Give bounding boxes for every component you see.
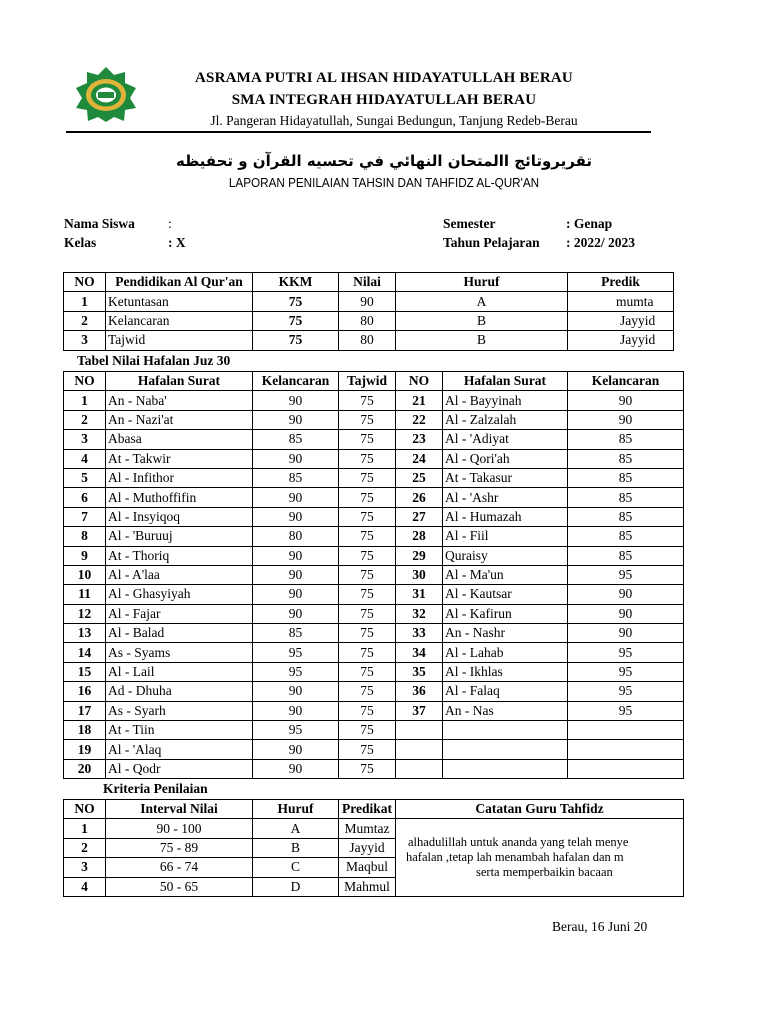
row-predikat: Maqbul (339, 858, 396, 877)
table-row (64, 527, 684, 546)
row-surat-2: Al - Ma'un (443, 565, 568, 584)
col-huruf: Huruf (396, 273, 568, 292)
row-surat: An - Naba' (106, 391, 253, 410)
row-predikat: Jayyid (568, 311, 674, 330)
row-kelancaran: 90 (253, 449, 339, 468)
row-no-2: 22 (396, 410, 443, 429)
col-interval: Interval Nilai (106, 800, 253, 819)
catatan-cell (396, 819, 684, 897)
col-no: NO (64, 372, 106, 391)
hafalan-header-row (64, 372, 684, 391)
table-row (64, 759, 684, 778)
row-huruf: B (396, 331, 568, 350)
row-kkm: 75 (253, 331, 339, 350)
row-kelancaran: 90 (253, 507, 339, 526)
row-surat-2: Al - Qori'ah (443, 449, 568, 468)
row-tajwid: 75 (339, 410, 396, 429)
row-no-2: 37 (396, 701, 443, 720)
row-no: 11 (64, 585, 106, 604)
row-no-2: 21 (396, 391, 443, 410)
row-surat-2: Al - Humazah (443, 507, 568, 526)
kriteria-header-row (64, 800, 684, 819)
table-row (64, 468, 684, 487)
table-row (64, 410, 684, 429)
row-no: 15 (64, 662, 106, 681)
row-surat-2: Al - Zalzalah (443, 410, 568, 429)
row-tajwid: 75 (339, 740, 396, 759)
row-surat: As - Syarh (106, 701, 253, 720)
row-interval: 75 - 89 (106, 838, 253, 857)
row-no: 17 (64, 701, 106, 720)
row-tajwid: 75 (339, 624, 396, 643)
row-surat-2: Al - Kautsar (443, 585, 568, 604)
row-huruf: A (396, 292, 568, 311)
row-kelancaran: 90 (253, 391, 339, 410)
row-no: 3 (64, 430, 106, 449)
row-no-2: 26 (396, 488, 443, 507)
row-surat-2: At - Takasur (443, 468, 568, 487)
table-row (64, 391, 684, 410)
row-surat-2: Al - Kafirun (443, 604, 568, 623)
row-surat-2: Quraisy (443, 546, 568, 565)
row-no: 9 (64, 546, 106, 565)
row-surat-2: An - Nashr (443, 624, 568, 643)
row-surat: An - Nazi'at (106, 410, 253, 429)
col-predikat: Predikat (339, 800, 396, 819)
row-surat-2: Al - 'Adiyat (443, 430, 568, 449)
row-no: 3 (64, 331, 106, 350)
row-no: 2 (64, 311, 106, 330)
table-row (64, 604, 684, 623)
row-kelancaran-2: 85 (568, 546, 684, 565)
row-no: 7 (64, 507, 106, 526)
row-kelancaran-2 (568, 759, 684, 778)
table-row (64, 624, 684, 643)
row-kelancaran-2: 85 (568, 449, 684, 468)
row-kelancaran: 90 (253, 488, 339, 507)
table-row (64, 546, 684, 565)
row-huruf: D (253, 877, 339, 896)
row-no-2: 36 (396, 682, 443, 701)
row-huruf: B (253, 838, 339, 857)
class-value: : X (168, 235, 186, 250)
row-no: 10 (64, 565, 106, 584)
row-kelancaran-2 (568, 721, 684, 740)
row-no-2: 27 (396, 507, 443, 526)
row-tajwid: 75 (339, 430, 396, 449)
row-no-2: 31 (396, 585, 443, 604)
row-surat-2: Al - 'Ashr (443, 488, 568, 507)
col-predikat: Predik (568, 273, 674, 292)
row-kelancaran-2: 85 (568, 430, 684, 449)
arabic-title: تقريروتائج االمتحان النهائي في تحسيه القرآن و تحفيظه (175, 152, 593, 170)
row-no-2: 35 (396, 662, 443, 681)
table-row (64, 819, 684, 838)
row-predikat: mumta (568, 292, 674, 311)
col-kelancaran-2: Kelancaran (568, 372, 684, 391)
semester-value: : Genap (566, 216, 613, 231)
pendidikan-table (63, 272, 674, 351)
row-no: 12 (64, 604, 106, 623)
row-no-2: 33 (396, 624, 443, 643)
row-kelancaran: 90 (253, 682, 339, 701)
row-name: Kelancaran (106, 311, 253, 330)
row-kelancaran: 90 (253, 585, 339, 604)
row-predikat: Jayyid (568, 331, 674, 350)
name-label: Nama Siswa (64, 216, 135, 231)
semester-label: Semester (443, 216, 496, 231)
row-no-2 (396, 740, 443, 759)
row-kelancaran-2: 95 (568, 662, 684, 681)
row-surat: Al - Balad (106, 624, 253, 643)
row-kelancaran-2: 90 (568, 624, 684, 643)
row-no-2: 23 (396, 430, 443, 449)
row-tajwid: 75 (339, 721, 396, 740)
row-surat: Abasa (106, 430, 253, 449)
row-surat-2: Al - Bayyinah (443, 391, 568, 410)
row-surat-2: Al - Falaq (443, 682, 568, 701)
row-surat-2: An - Nas (443, 701, 568, 720)
row-kkm: 75 (253, 311, 339, 330)
year-value: : 2022/ 2023 (566, 235, 635, 250)
row-tajwid: 75 (339, 527, 396, 546)
row-no: 16 (64, 682, 106, 701)
table-row (64, 662, 684, 681)
kriteria-table (63, 799, 684, 897)
place-date: Berau, 16 Juni 20 (552, 919, 648, 934)
row-interval: 90 - 100 (106, 819, 253, 838)
col-pendidikan: Pendidikan Al Qur'an (106, 273, 253, 292)
col-huruf: Huruf (253, 800, 339, 819)
table-row (64, 565, 684, 584)
row-surat-2 (443, 721, 568, 740)
row-kelancaran: 85 (253, 468, 339, 487)
row-no: 1 (64, 391, 106, 410)
row-kkm: 75 (253, 292, 339, 311)
row-kelancaran: 95 (253, 662, 339, 681)
class-label: Kelas (64, 235, 97, 250)
row-no-2 (396, 721, 443, 740)
row-kelancaran: 90 (253, 546, 339, 565)
row-huruf: C (253, 858, 339, 877)
table-row (64, 643, 684, 662)
row-kelancaran-2: 95 (568, 701, 684, 720)
row-kelancaran: 80 (253, 527, 339, 546)
table-row (64, 311, 674, 330)
row-no: 2 (64, 838, 106, 857)
row-kelancaran: 85 (253, 430, 339, 449)
row-predikat: Mahmul (339, 877, 396, 896)
table-row (64, 507, 684, 526)
row-kelancaran-2: 95 (568, 565, 684, 584)
row-surat: Al - Qodr (106, 759, 253, 778)
row-surat: Al - Infithor (106, 468, 253, 487)
catatan-line2: hafalan ,tetap lah menambah hafalan dan m (406, 850, 624, 865)
table-row (64, 721, 684, 740)
row-kelancaran-2: 90 (568, 391, 684, 410)
school-name-line2: SMA INTEGRAH HIDAYATULLAH BERAU (231, 92, 537, 108)
row-kelancaran: 90 (253, 565, 339, 584)
row-tajwid: 75 (339, 759, 396, 778)
row-surat: At - Tiin (106, 721, 253, 740)
school-address: Jl. Pangeran Hidayatullah, Sungai Bedungun, Tanjung Redeb-Berau (210, 113, 578, 128)
col-kkm: KKM (253, 273, 339, 292)
row-tajwid: 75 (339, 507, 396, 526)
col-hafalan-surat-2: Hafalan Surat (443, 372, 568, 391)
row-no-2 (396, 759, 443, 778)
row-tajwid: 75 (339, 701, 396, 720)
catatan-line3: serta memperbaikin bacaan (476, 865, 613, 880)
col-no: NO (64, 800, 106, 819)
row-surat: Ad - Dhuha (106, 682, 253, 701)
row-tajwid: 75 (339, 546, 396, 565)
school-name-line1: ASRAMA PUTRI AL IHSAN HIDAYATULLAH BERAU (195, 70, 573, 86)
row-tajwid: 75 (339, 449, 396, 468)
row-name: Tajwid (106, 331, 253, 350)
row-nilai: 80 (339, 331, 396, 350)
row-no: 5 (64, 468, 106, 487)
row-kelancaran: 85 (253, 624, 339, 643)
row-no: 18 (64, 721, 106, 740)
pendidikan-header-row (64, 273, 674, 292)
row-no: 6 (64, 488, 106, 507)
row-no-2: 32 (396, 604, 443, 623)
header-rule (66, 131, 651, 133)
row-kelancaran: 90 (253, 759, 339, 778)
row-surat: Al - Insyiqoq (106, 507, 253, 526)
row-surat-2: Al - Lahab (443, 643, 568, 662)
table-row (64, 701, 684, 720)
table-row (64, 331, 674, 350)
table-row (64, 585, 684, 604)
row-no: 13 (64, 624, 106, 643)
row-tajwid: 75 (339, 643, 396, 662)
row-kelancaran: 90 (253, 410, 339, 429)
row-kelancaran-2: 85 (568, 527, 684, 546)
row-surat: At - Thoriq (106, 546, 253, 565)
row-kelancaran-2: 90 (568, 410, 684, 429)
row-kelancaran-2: 90 (568, 585, 684, 604)
row-no: 2 (64, 410, 106, 429)
row-kelancaran-2: 85 (568, 507, 684, 526)
row-kelancaran-2: 85 (568, 468, 684, 487)
table-row (64, 488, 684, 507)
row-surat: Al - Fajar (106, 604, 253, 623)
report-title: LAPORAN PENILAIAN TAHSIN DAN TAHFIDZ AL-QUR'AN (228, 175, 540, 190)
hafalan-table (63, 371, 684, 779)
row-surat: Al - 'Alaq (106, 740, 253, 759)
row-predikat: Jayyid (339, 838, 396, 857)
row-huruf: A (253, 819, 339, 838)
table-row (64, 292, 674, 311)
row-tajwid: 75 (339, 604, 396, 623)
row-surat-2 (443, 759, 568, 778)
table-row (64, 449, 684, 468)
hafalan-caption: Tabel Nilai Hafalan Juz 30 (77, 353, 231, 368)
row-surat-2: Al - Fiil (443, 527, 568, 546)
row-no: 19 (64, 740, 106, 759)
row-kelancaran-2 (568, 740, 684, 759)
row-predikat: Mumtaz (339, 819, 396, 838)
row-surat-2: Al - Ikhlas (443, 662, 568, 681)
row-name: Ketuntasan (106, 292, 253, 311)
row-no-2: 24 (396, 449, 443, 468)
row-no: 14 (64, 643, 106, 662)
row-interval: 50 - 65 (106, 877, 253, 896)
row-tajwid: 75 (339, 488, 396, 507)
row-tajwid: 75 (339, 585, 396, 604)
row-surat: Al - Ghasyiyah (106, 585, 253, 604)
table-row (64, 430, 684, 449)
name-separator: : (168, 216, 172, 231)
row-no-2: 25 (396, 468, 443, 487)
row-no: 4 (64, 449, 106, 468)
row-surat: Al - Lail (106, 662, 253, 681)
row-kelancaran: 90 (253, 604, 339, 623)
col-catatan: Catatan Guru Tahfidz (396, 800, 684, 819)
row-huruf: B (396, 311, 568, 330)
col-kelancaran: Kelancaran (253, 372, 339, 391)
row-tajwid: 75 (339, 468, 396, 487)
row-surat: Al - Muthoffifin (106, 488, 253, 507)
row-kelancaran: 90 (253, 740, 339, 759)
row-nilai: 90 (339, 292, 396, 311)
row-surat: Al - A'laa (106, 565, 253, 584)
row-no: 1 (64, 292, 106, 311)
table-row (64, 682, 684, 701)
col-nilai: Nilai (339, 273, 396, 292)
row-surat: At - Takwir (106, 449, 253, 468)
col-no: NO (64, 273, 106, 292)
row-kelancaran: 90 (253, 701, 339, 720)
row-no-2: 30 (396, 565, 443, 584)
row-tajwid: 75 (339, 682, 396, 701)
row-no: 3 (64, 858, 106, 877)
row-kelancaran-2: 85 (568, 488, 684, 507)
row-kelancaran: 95 (253, 721, 339, 740)
row-kelancaran: 95 (253, 643, 339, 662)
kriteria-caption: Kriteria Penilaian (103, 781, 208, 796)
year-label: Tahun Pelajaran (443, 235, 540, 250)
row-no: 8 (64, 527, 106, 546)
row-interval: 66 - 74 (106, 858, 253, 877)
row-tajwid: 75 (339, 565, 396, 584)
row-surat: As - Syams (106, 643, 253, 662)
row-nilai: 80 (339, 311, 396, 330)
col-hafalan-surat: Hafalan Surat (106, 372, 253, 391)
row-tajwid: 75 (339, 391, 396, 410)
catatan-line1: alhadulillah untuk ananda yang telah menye (408, 835, 629, 850)
row-no: 20 (64, 759, 106, 778)
row-no-2: 34 (396, 643, 443, 662)
row-no-2: 28 (396, 527, 443, 546)
row-no: 1 (64, 819, 106, 838)
row-kelancaran-2: 95 (568, 682, 684, 701)
row-surat: Al - 'Buruuj (106, 527, 253, 546)
row-no-2: 29 (396, 546, 443, 565)
row-no: 4 (64, 877, 106, 896)
col-tajwid: Tajwid (339, 372, 396, 391)
row-kelancaran-2: 90 (568, 604, 684, 623)
table-row (64, 740, 684, 759)
row-tajwid: 75 (339, 662, 396, 681)
row-surat-2 (443, 740, 568, 759)
row-kelancaran-2: 95 (568, 643, 684, 662)
col-no-2: NO (396, 372, 443, 391)
